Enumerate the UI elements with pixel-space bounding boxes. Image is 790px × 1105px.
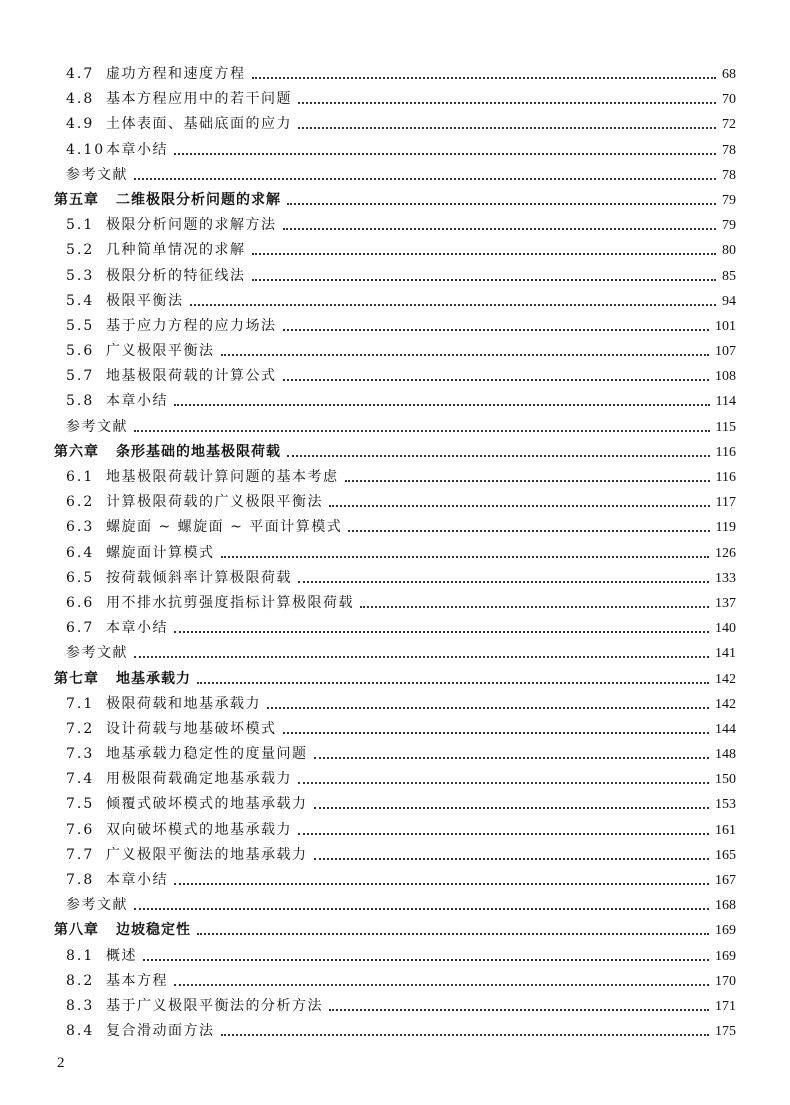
toc-section-row[interactable] <box>0 767 790 792</box>
toc-chapter-row[interactable] <box>0 667 790 692</box>
section-title: 本章小结 <box>106 872 168 888</box>
toc-entry-label <box>66 843 308 868</box>
section-number: 7.7 <box>66 846 95 863</box>
dot-leader <box>190 304 717 306</box>
section-number: 4.8 <box>66 91 95 108</box>
dot-leader <box>283 329 710 331</box>
toc-section-row[interactable] <box>0 515 790 540</box>
dot-leader <box>252 279 717 281</box>
toc-entry-label <box>66 767 292 792</box>
dot-leader <box>287 455 710 457</box>
toc-chapter-row[interactable] <box>0 188 790 213</box>
toc-section-row[interactable] <box>0 818 790 843</box>
toc-entry-label <box>66 339 215 364</box>
toc-section-row[interactable] <box>0 87 790 112</box>
section-number: 7.1 <box>66 695 95 712</box>
section-title: 螺旋面计算模式 <box>106 544 215 561</box>
page-reference: 126 <box>715 545 736 561</box>
toc-entry-label <box>54 188 281 213</box>
toc-entry-label <box>54 918 191 943</box>
dot-leader <box>252 77 717 79</box>
references-title: 参考文献 <box>66 897 128 914</box>
section-title: 用极限荷载确定地基承载力 <box>106 771 292 788</box>
toc-entry-label <box>66 87 292 112</box>
dot-leader <box>267 707 709 709</box>
section-title: 基于广义极限平衡法的分析方法 <box>106 997 323 1014</box>
section-number: 7.6 <box>66 821 95 838</box>
page-reference: 94 <box>722 293 736 309</box>
toc-entry-label <box>66 62 246 87</box>
section-number: 5.8 <box>66 393 95 410</box>
toc-section-row[interactable] <box>0 112 790 137</box>
page-reference: 144 <box>715 721 736 737</box>
section-title: 复合滑动面方法 <box>106 1023 215 1040</box>
section-title: 基本方程应用中的若干问题 <box>106 91 292 108</box>
dot-leader <box>221 354 710 356</box>
section-number: 5.1 <box>66 217 95 234</box>
page-reference: 167 <box>715 873 736 888</box>
section-number: 7.2 <box>66 720 95 737</box>
dot-leader <box>314 757 710 759</box>
dot-leader <box>298 102 716 104</box>
page-reference: 148 <box>715 747 736 763</box>
section-title: 几种简单情况的求解 <box>106 242 246 259</box>
dot-leader <box>134 430 710 432</box>
page-reference: 170 <box>715 973 736 989</box>
toc-entry-label <box>66 641 128 666</box>
toc-entry-label <box>66 792 308 817</box>
toc-entry-label <box>66 264 246 289</box>
toc-entry-label <box>66 742 308 767</box>
section-title: 本章小结 <box>106 141 168 158</box>
dot-leader <box>360 606 709 608</box>
page-reference: 116 <box>715 444 736 460</box>
dot-leader <box>283 379 710 381</box>
toc-entry-label <box>66 591 354 616</box>
section-number: 7.3 <box>66 746 95 763</box>
page-reference: 115 <box>715 419 736 435</box>
page-reference: 85 <box>722 268 736 284</box>
toc-entry-label <box>66 138 168 163</box>
page-reference: 117 <box>715 495 736 511</box>
page-reference: 141 <box>715 646 736 662</box>
page-reference: 137 <box>715 595 736 611</box>
page-reference: 80 <box>722 243 736 259</box>
page-reference: 101 <box>715 318 736 334</box>
section-number: 6.7 <box>66 620 95 637</box>
toc-entry-label <box>54 667 191 692</box>
page-reference: 107 <box>715 344 736 360</box>
section-title: 地基承载力稳定性的度量问题 <box>106 746 308 763</box>
toc-section-row[interactable] <box>0 1019 790 1044</box>
references-title: 参考文献 <box>66 166 128 183</box>
toc-section-row[interactable] <box>0 289 790 314</box>
references-title: 参考文献 <box>66 645 128 662</box>
toc-section-row[interactable] <box>0 591 790 616</box>
toc-entry-label <box>66 969 168 994</box>
toc-entry-label <box>66 163 128 188</box>
dot-leader <box>298 782 709 784</box>
dot-leader <box>298 833 709 835</box>
dot-leader <box>287 203 716 205</box>
page-reference: 78 <box>722 142 736 158</box>
section-number: 6.5 <box>66 569 95 586</box>
dot-leader <box>298 127 716 129</box>
section-number: 5.3 <box>66 267 95 284</box>
chapter-number: 第六章 <box>54 443 99 460</box>
toc-entry-label <box>66 465 339 490</box>
chapter-number: 第八章 <box>54 922 99 939</box>
section-number: 6.3 <box>66 519 95 536</box>
page-number: 2 <box>57 1055 65 1071</box>
toc-entry-label <box>66 112 292 137</box>
toc-section-row[interactable] <box>0 314 790 339</box>
dot-leader <box>143 959 709 961</box>
section-number: 6.2 <box>66 494 95 511</box>
dot-leader <box>174 631 709 633</box>
section-title: 虚功方程和速度方程 <box>106 66 246 82</box>
toc-entry-label <box>66 566 292 591</box>
dot-leader <box>298 581 709 583</box>
table-of-contents <box>0 62 790 1044</box>
page-reference: 168 <box>715 898 736 914</box>
section-title: 用不排水抗剪强度指标计算极限荷载 <box>106 594 354 611</box>
chapter-title: 二维极限分析问题的求解 <box>116 191 281 208</box>
section-number: 4.7 <box>66 66 95 82</box>
section-number: 6.4 <box>66 544 95 561</box>
toc-section-row[interactable] <box>0 213 790 238</box>
toc-section-row[interactable] <box>0 944 790 969</box>
toc-entry-label <box>66 541 215 566</box>
toc-entry-label <box>66 994 323 1019</box>
toc-entry-label <box>66 515 342 540</box>
dot-leader <box>283 732 710 734</box>
toc-section-row[interactable] <box>0 238 790 263</box>
toc-section-row[interactable] <box>0 566 790 591</box>
dot-leader <box>174 883 709 885</box>
section-title: 倾覆式破坏模式的地基承载力 <box>106 796 308 813</box>
dot-leader <box>314 807 710 809</box>
toc-section-row[interactable] <box>0 364 790 389</box>
toc-references-row[interactable] <box>0 893 790 918</box>
page-reference: 169 <box>715 923 736 939</box>
toc-section-row[interactable] <box>0 264 790 289</box>
section-number: 4.9 <box>66 116 95 133</box>
page-reference: 78 <box>722 167 736 183</box>
dot-leader <box>345 480 710 482</box>
toc-section-row[interactable] <box>0 969 790 994</box>
dot-leader <box>134 908 709 910</box>
page-reference: 175 <box>715 1024 736 1040</box>
toc-section-row[interactable] <box>0 868 790 893</box>
section-number: 7.8 <box>66 872 95 888</box>
toc-entry-label <box>66 893 128 918</box>
section-title: 土体表面、基础底面的应力 <box>106 116 292 133</box>
toc-section-row[interactable] <box>0 465 790 490</box>
page-reference: 116 <box>715 470 736 485</box>
section-title: 本章小结 <box>106 393 168 410</box>
toc-section-row[interactable] <box>0 843 790 868</box>
chapter-title: 边坡稳定性 <box>116 922 191 939</box>
toc-section-row[interactable] <box>0 138 790 163</box>
section-number: 5.6 <box>66 343 95 360</box>
section-number: 5.2 <box>66 242 95 259</box>
toc-entry-label <box>66 289 184 314</box>
page-reference: 171 <box>715 998 736 1014</box>
chapter-title: 地基承载力 <box>116 670 191 687</box>
dot-leader <box>174 984 709 986</box>
toc-section-row[interactable] <box>0 742 790 767</box>
dot-leader <box>314 858 710 860</box>
section-title: 设计荷载与地基破坏模式 <box>106 720 277 737</box>
toc-section-row[interactable] <box>0 717 790 742</box>
section-title: 按荷载倾斜率计算极限荷载 <box>106 569 292 586</box>
chapter-title: 条形基础的地基极限荷载 <box>116 443 281 460</box>
toc-entry-label <box>66 364 277 389</box>
toc-entry-label <box>54 440 281 465</box>
page-reference: 142 <box>715 671 736 687</box>
page-reference: 119 <box>715 520 736 536</box>
page-reference: 165 <box>715 847 736 863</box>
toc-entry-label <box>66 314 277 339</box>
section-number: 8.4 <box>66 1023 95 1040</box>
page-reference: 142 <box>715 696 736 712</box>
page-reference: 153 <box>715 797 736 813</box>
toc-chapter-row[interactable] <box>0 918 790 943</box>
section-number: 6.6 <box>66 594 95 611</box>
page-reference: 150 <box>715 772 736 788</box>
section-number: 5.5 <box>66 317 95 334</box>
dot-leader <box>283 228 717 230</box>
toc-references-row[interactable] <box>0 415 790 440</box>
toc-entry-label <box>66 717 277 742</box>
dot-leader <box>348 530 709 532</box>
chapter-number: 第七章 <box>54 670 99 687</box>
page-reference: 72 <box>722 117 736 133</box>
toc-section-row[interactable] <box>0 616 790 641</box>
page-reference: 133 <box>715 570 736 586</box>
section-title: 本章小结 <box>106 620 168 637</box>
section-number: 8.3 <box>66 997 95 1014</box>
section-number: 7.5 <box>66 796 95 813</box>
chapter-number: 第五章 <box>54 191 99 208</box>
page-reference: 68 <box>722 67 736 82</box>
section-title: 基于应力方程的应力场法 <box>106 317 277 334</box>
page-reference: 140 <box>715 621 736 637</box>
toc-section-row[interactable] <box>0 792 790 817</box>
page-reference: 108 <box>715 369 736 385</box>
section-number: 5.7 <box>66 368 95 385</box>
section-title: 极限分析的特征线法 <box>106 267 246 284</box>
dot-leader <box>221 556 710 558</box>
page-reference: 79 <box>722 218 736 234</box>
toc-section-row[interactable] <box>0 389 790 414</box>
page-reference: 70 <box>722 92 736 108</box>
toc-chapter-row[interactable] <box>0 440 790 465</box>
section-number: 5.4 <box>66 292 95 309</box>
toc-section-row[interactable] <box>0 692 790 717</box>
toc-entry-label <box>66 389 168 414</box>
page-reference: 79 <box>722 192 736 208</box>
section-title: 地基极限荷载计算问题的基本考虑 <box>106 469 339 485</box>
toc-entry-label <box>66 490 323 515</box>
section-title: 基本方程 <box>106 972 168 989</box>
page-reference: 114 <box>715 394 736 410</box>
section-number: 8.1 <box>66 947 95 964</box>
toc-entry-label <box>66 415 128 440</box>
toc-entry-label <box>66 1019 215 1044</box>
dot-leader <box>252 253 717 255</box>
dot-leader <box>134 656 709 658</box>
section-title: 极限平衡法 <box>106 292 184 309</box>
toc-section-row[interactable] <box>0 994 790 1019</box>
dot-leader <box>174 153 716 155</box>
section-number: 4.10 <box>66 141 106 158</box>
section-title: 螺旋面 ~ 螺旋面 ~ 平面计算模式 <box>106 519 343 536</box>
section-title: 极限荷载和地基承载力 <box>106 695 261 712</box>
dot-leader <box>221 1034 710 1036</box>
dot-leader <box>329 505 710 507</box>
section-title: 极限分析问题的求解方法 <box>106 217 277 234</box>
section-number: 6.1 <box>66 469 95 485</box>
toc-entry-label <box>66 868 168 893</box>
toc-entry-label <box>66 944 137 969</box>
dot-leader <box>134 178 716 180</box>
toc-section-row[interactable] <box>0 62 790 87</box>
dot-leader <box>197 933 709 935</box>
dot-leader <box>329 1009 709 1011</box>
toc-entry-label <box>66 238 246 263</box>
section-title: 地基极限荷载的计算公式 <box>106 368 277 385</box>
section-number: 8.2 <box>66 972 95 989</box>
section-title: 双向破坏模式的地基承载力 <box>106 821 292 838</box>
page-reference: 169 <box>715 948 736 964</box>
toc-references-row[interactable] <box>0 641 790 666</box>
toc-section-row[interactable] <box>0 541 790 566</box>
section-title: 广义极限平衡法的地基承载力 <box>106 846 308 863</box>
section-title: 概述 <box>106 947 137 964</box>
toc-section-row[interactable] <box>0 339 790 364</box>
toc-references-row[interactable] <box>0 163 790 188</box>
toc-entry-label <box>66 692 261 717</box>
dot-leader <box>174 404 710 406</box>
dot-leader <box>197 682 709 684</box>
toc-section-row[interactable] <box>0 490 790 515</box>
section-title: 广义极限平衡法 <box>106 343 215 360</box>
section-number: 7.4 <box>66 771 95 788</box>
toc-entry-label <box>66 616 168 641</box>
toc-entry-label <box>66 213 277 238</box>
page-reference: 161 <box>715 822 736 838</box>
section-title: 计算极限荷载的广义极限平衡法 <box>106 494 323 511</box>
references-title: 参考文献 <box>66 418 128 435</box>
toc-entry-label <box>66 818 292 843</box>
